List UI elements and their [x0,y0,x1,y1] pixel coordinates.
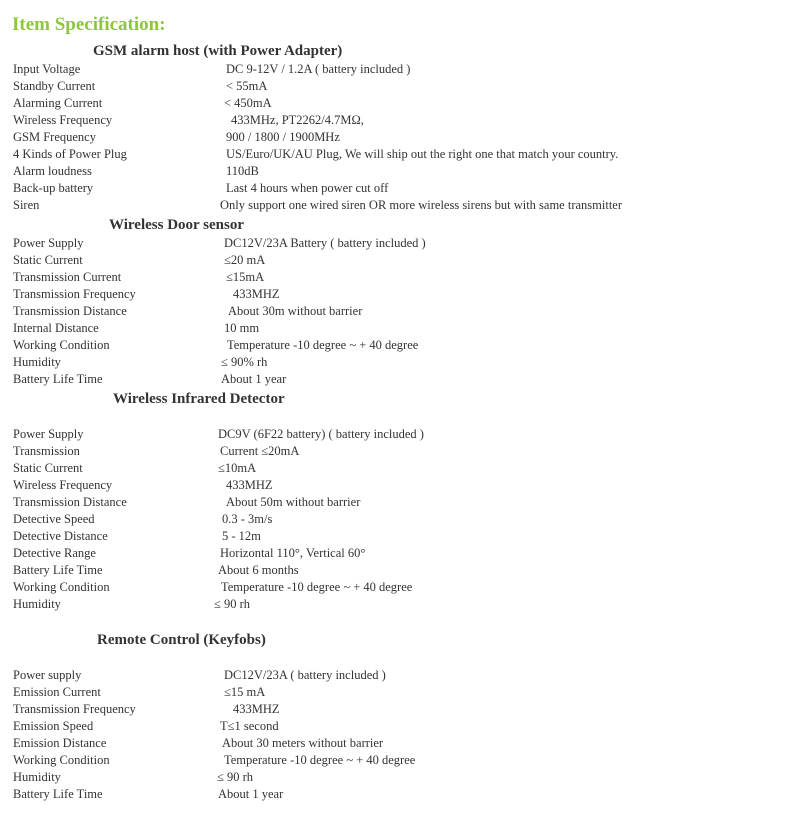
spec-label: Detective Distance [13,529,108,543]
spec-label: Siren [13,198,40,212]
spec-label: Emission Distance [13,736,107,750]
spec-label: Standby Current [13,79,96,93]
spec-label: Transmission Distance [13,304,127,318]
spec-label: Power Supply [13,236,84,250]
section-title-gsm-host: GSM alarm host (with Power Adapter) [93,43,343,59]
spec-label: Battery Life Time [13,787,103,801]
spec-value: US/Euro/UK/AU Plug, We will ship out the right one that match your country. [226,147,619,161]
spec-value: 10 mm [224,321,260,335]
spec-value: DC12V/23A ( battery included ) [224,668,386,682]
spec-label: Alarming Current [13,96,103,110]
spec-value: ≤ 90% rh [221,355,268,369]
spec-value: ≤ 90 rh [214,597,251,611]
spec-label: Alarm loudness [13,164,92,178]
spec-value: ≤15 mA [224,685,266,699]
spec-value: 0.3 - 3m/s [222,512,273,526]
spec-value: T≤1 second [220,719,279,733]
spec-label: 4 Kinds of Power Plug [13,147,127,161]
spec-label: Static Current [13,461,83,475]
spec-label: Battery Life Time [13,563,103,577]
spec-value: 433MHZ [233,287,280,301]
spec-label: Power supply [13,668,82,682]
spec-label: Detective Speed [13,512,95,526]
spec-label: Working Condition [13,580,110,594]
spec-label: Back-up battery [13,181,94,195]
spec-value: Horizontal 110°, Vertical 60° [220,546,366,560]
spec-value: DC9V (6F22 battery) ( battery included ) [218,427,424,441]
spec-value: ≤15mA [226,270,265,284]
spec-value: About 6 months [218,563,299,577]
spec-label: Transmission Current [13,270,122,284]
section-title-remote-control: Remote Control (Keyfobs) [97,632,266,648]
spec-value: < 55mA [226,79,268,93]
spec-label: Working Condition [13,338,110,352]
spec-label: Emission Speed [13,719,94,733]
spec-label: Working Condition [13,753,110,767]
spec-label: Input Voltage [13,62,81,76]
spec-value: 433MHz, PT2262/4.7MΩ, [231,113,364,127]
spec-value: ≤10mA [218,461,257,475]
spec-label: Battery Life Time [13,372,103,386]
spec-value: < 450mA [224,96,272,110]
spec-label: Transmission Frequency [13,702,136,716]
spec-value: About 30 meters without barrier [222,736,384,750]
spec-value: Only support one wired siren OR more wireless sirens but with same transmitter [220,198,623,212]
spec-value: 110dB [226,164,259,178]
spec-value: About 50m without barrier [226,495,361,509]
spec-label: Humidity [13,355,61,369]
spec-value: About 1 year [218,787,284,801]
spec-value: DC 9-12V / 1.2A ( battery included ) [226,62,411,76]
spec-label: Detective Range [13,546,96,560]
spec-value: ≤ 90 rh [217,770,254,784]
page-title: Item Specification: [12,14,166,35]
spec-label: Wireless Frequency [13,113,113,127]
spec-value: 900 / 1800 / 1900MHz [226,130,340,144]
section-title-door-sensor: Wireless Door sensor [109,217,244,233]
spec-value: Temperature -10 degree ~ + 40 degree [224,753,416,767]
section-title-infrared-detector: Wireless Infrared Detector [113,391,285,407]
spec-value: 433MHZ [226,478,273,492]
spec-value: Temperature -10 degree ~ + 40 degree [221,580,413,594]
spec-label: Wireless Frequency [13,478,113,492]
spec-value: 433MHZ [233,702,280,716]
spec-label: Power Supply [13,427,84,441]
spec-label: Transmission [13,444,80,458]
spec-value: About 30m without barrier [228,304,363,318]
spec-value: 5 - 12m [222,529,261,543]
spec-label: Internal Distance [13,321,99,335]
spec-value: Current ≤20mA [220,444,300,458]
spec-value: Temperature -10 degree ~ + 40 degree [227,338,419,352]
spec-label: Static Current [13,253,83,267]
spec-label: Transmission Distance [13,495,127,509]
spec-label: Humidity [13,597,61,611]
spec-value: ≤20 mA [224,253,266,267]
spec-label: Humidity [13,770,61,784]
spec-label: Transmission Frequency [13,287,136,301]
spec-label: Emission Current [13,685,101,699]
spec-label: GSM Frequency [13,130,96,144]
spec-value: About 1 year [221,372,287,386]
spec-value: DC12V/23A Battery ( battery included ) [224,236,426,250]
spec-value: Last 4 hours when power cut off [226,181,389,195]
